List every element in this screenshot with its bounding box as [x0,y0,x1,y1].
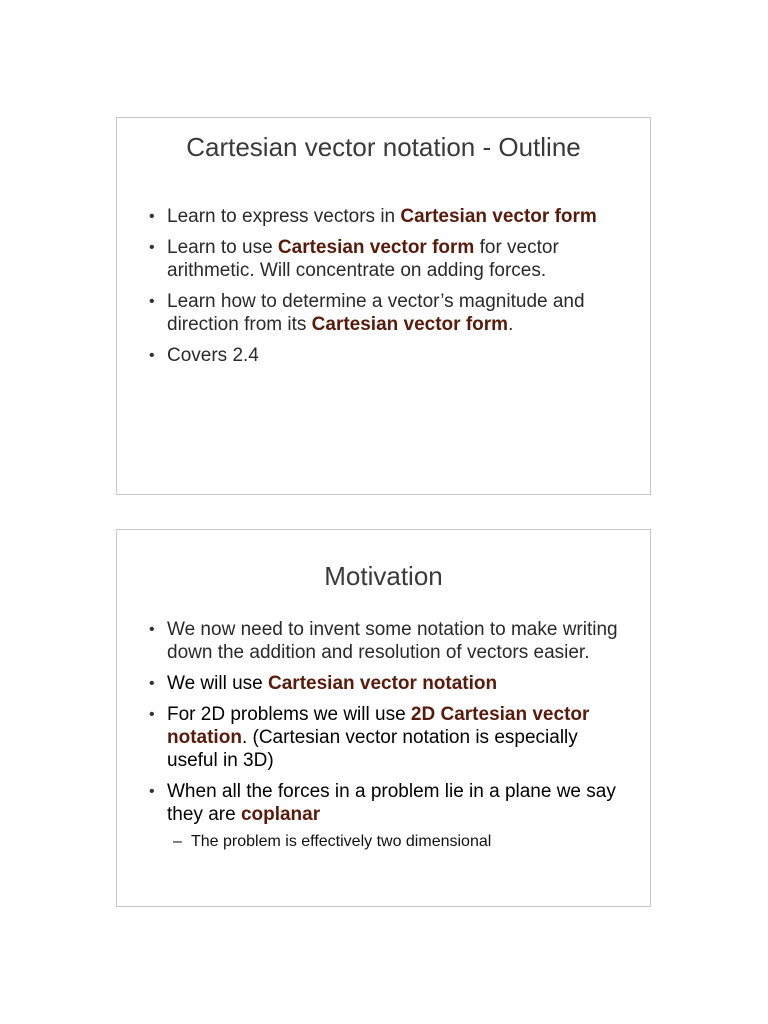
bullet-text: When all the forces in a problem lie in a plane we say they are [167,781,616,825]
bullet-icon: • [149,783,155,800]
bullet-text: We will use [167,673,269,694]
bullet-icon: • [149,621,155,638]
slide-outline [116,117,651,495]
bullet-text: We now need to invent some notation to make writing down the addition and resolution of vectors easier. [167,619,618,663]
bullet-emphasis: Cartesian vector form [277,237,475,258]
bullet-emphasis: Cartesian vector form [400,206,597,227]
slide-motivation [116,529,651,907]
bullet-icon: • [149,706,155,723]
bullet-item [149,205,630,228]
bullet-icon: • [149,293,155,310]
sub-bullet-item [149,832,630,852]
bullet-item [149,672,630,695]
bullet-text: For 2D problems we will use [167,704,411,725]
bullet-text-continued: for vector arithmetic. Will concentrate on adding forces. [167,237,559,281]
bullet-item [149,236,630,282]
sub-bullet-text: The problem is effectively two dimensional [191,833,492,850]
bullet-list [149,618,630,852]
bullet-emphasis: Cartesian vector form [311,314,509,335]
bullet-icon: • [149,208,155,225]
bullet-list [149,205,630,375]
dash-icon: – [173,833,182,850]
slide-title: Cartesian vector notation - Outline [186,132,581,162]
bullet-emphasis: coplanar [240,804,321,825]
bullet-item [149,290,630,336]
bullet-text: Learn to express vectors in [167,206,401,227]
bullet-text-continued: . [508,314,514,335]
bullet-item [149,344,630,367]
bullet-item [149,618,630,664]
bullet-icon: • [149,347,155,364]
bullet-item [149,780,630,826]
bullet-item [149,703,630,772]
bullet-text: Learn to use [167,237,278,258]
bullet-text: Learn how to determine a vector’s magnitude and direction from its [167,291,585,335]
bullet-emphasis: Cartesian vector notation [268,673,498,694]
bullet-emphasis: 2D Cartesian vector notation [167,704,590,748]
bullet-icon: • [149,675,155,692]
slide-title: Motivation [324,561,443,591]
bullet-icon: • [149,239,155,256]
bullet-text: Covers 2.4 [167,345,259,366]
bullet-text-continued: . (Cartesian vector notation is especially useful in 3D) [167,727,578,771]
